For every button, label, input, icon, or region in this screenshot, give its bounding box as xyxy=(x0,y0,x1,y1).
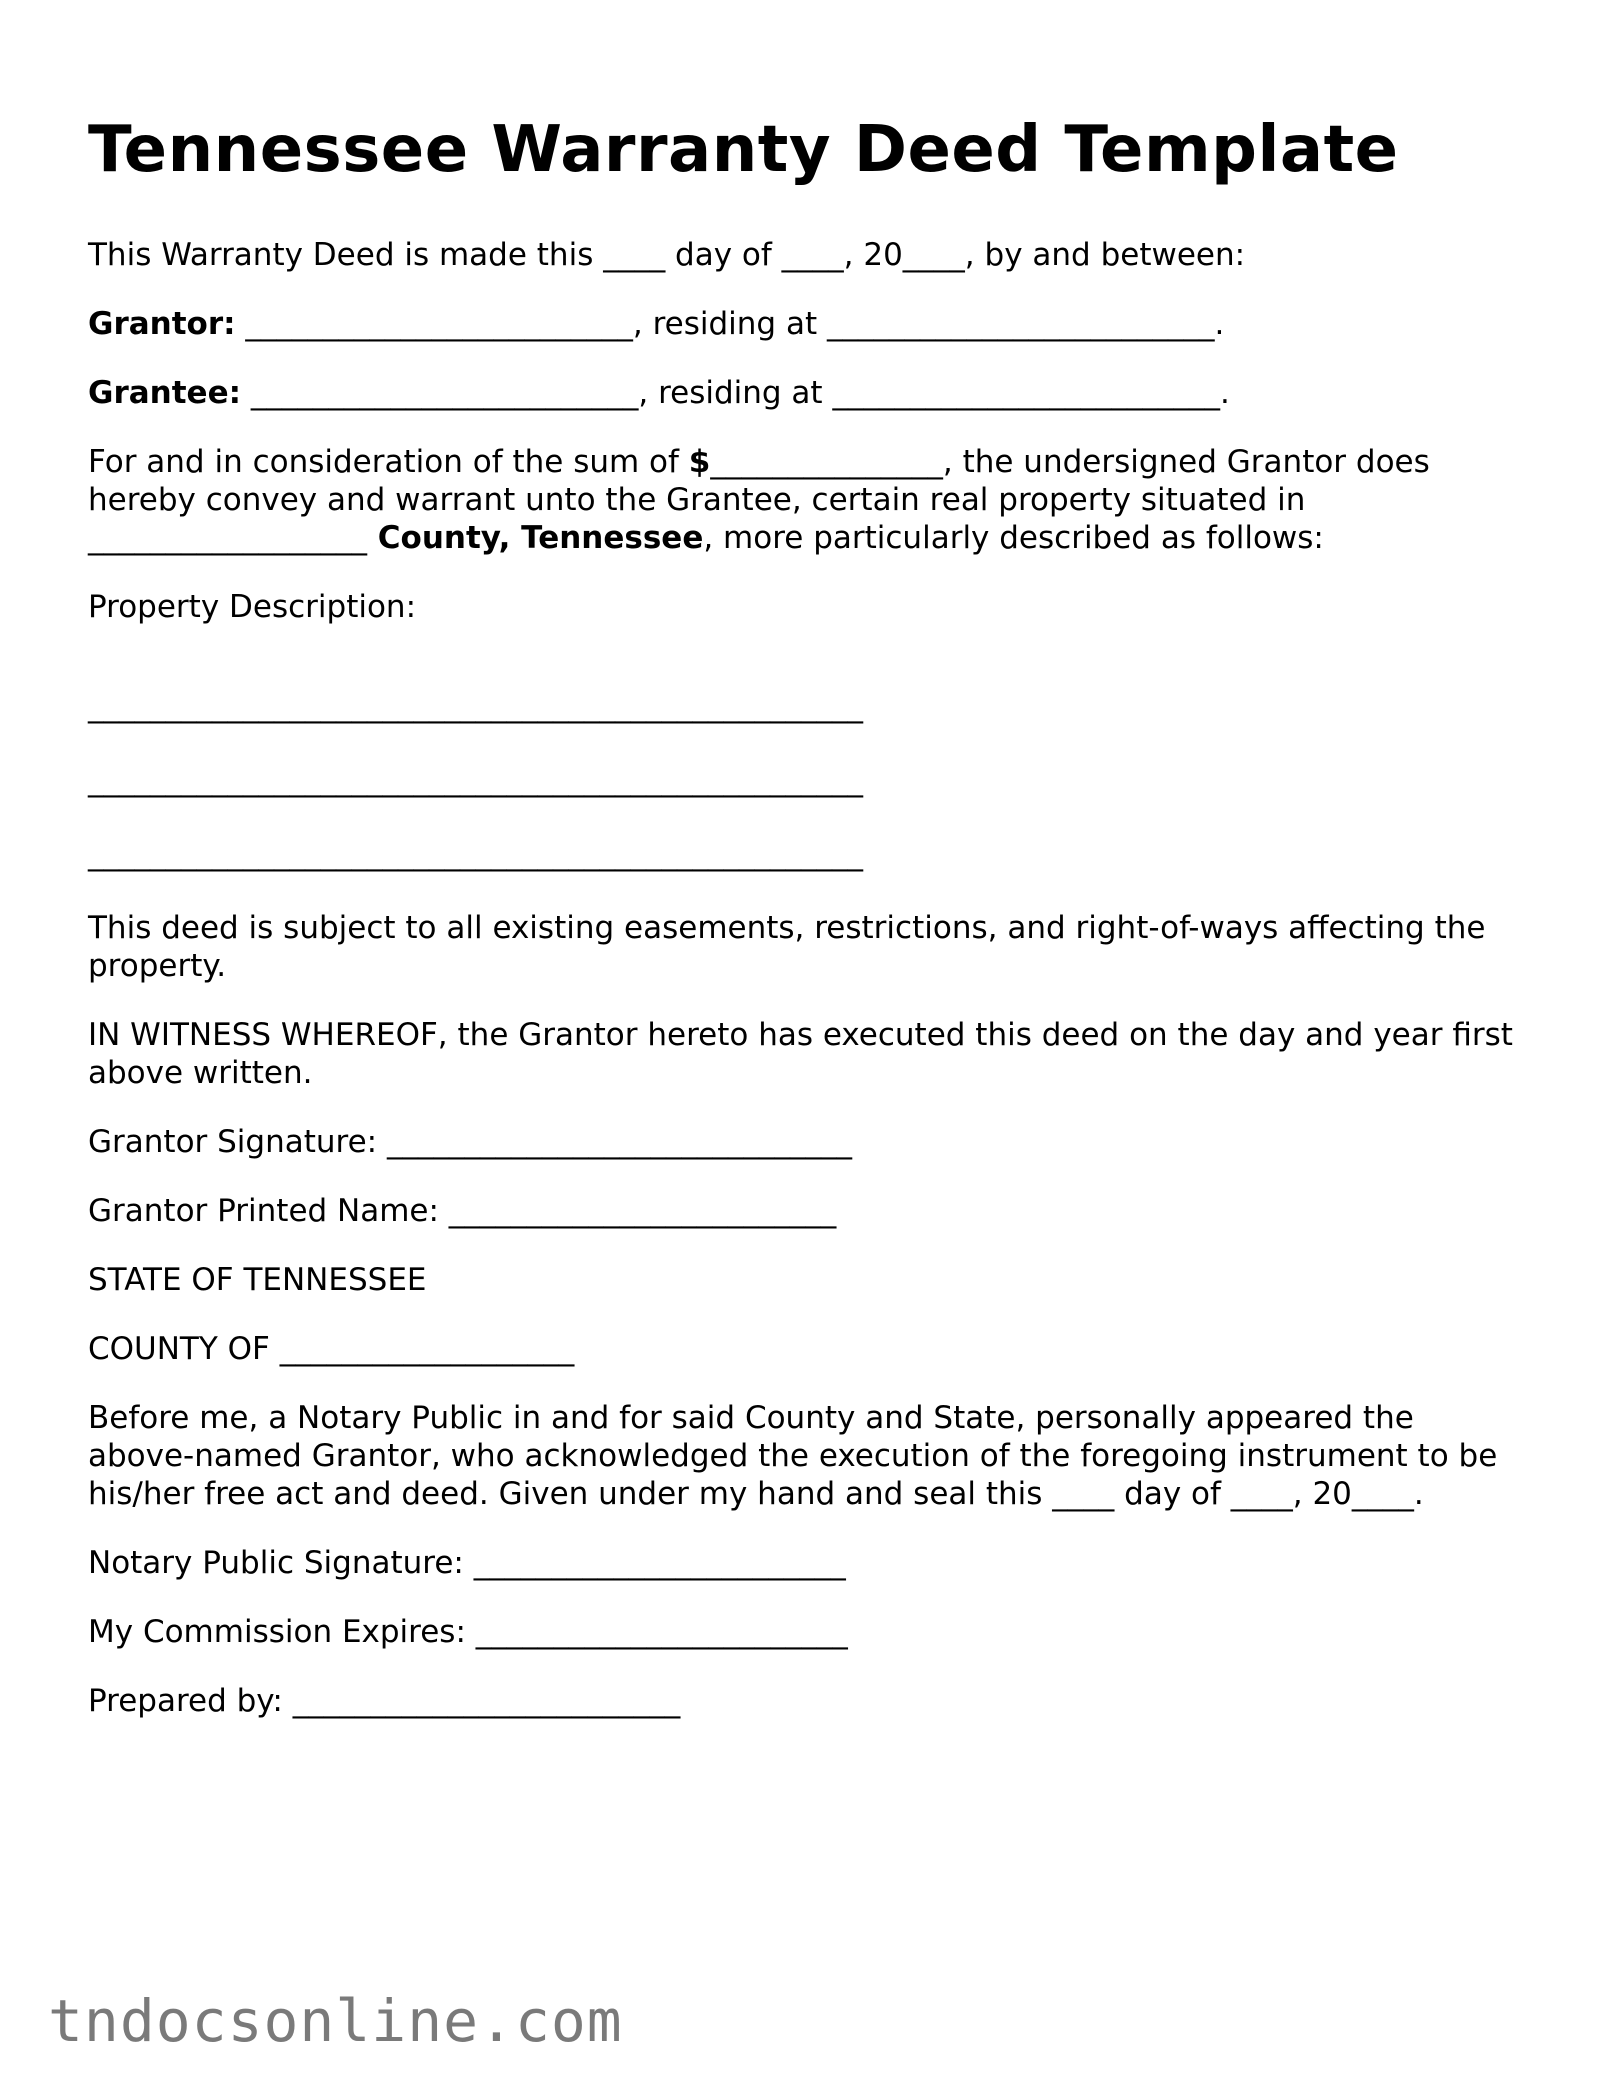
commission-expires-line: My Commission Expires: ________________________ xyxy=(88,1614,848,1650)
grantor-printed-name-line: Grantor Printed Name: _________________________ xyxy=(88,1193,837,1229)
consideration-text-1: For and in consideration of the sum of xyxy=(88,444,689,480)
intro-paragraph: This Warranty Deed is made this ____ day of ____, 20____, by and between: xyxy=(88,237,1246,273)
document-page xyxy=(88,108,1528,1751)
footer-watermark: tndocsonline.com xyxy=(48,1987,623,2055)
grantor-residing-text: , residing at xyxy=(632,306,827,342)
property-spacer xyxy=(88,657,1528,687)
subject-clause: This deed is subject to all existing easements, restrictions, and right-of-ways affecting the property. xyxy=(88,910,1486,984)
grantor-name-blank: _________________________ xyxy=(245,306,633,342)
consideration-text-2: , the undersigned Grantor does hereby convey and warrant unto the Grantee, certain real property situated in xyxy=(88,444,1430,518)
grantee-line xyxy=(88,374,1528,412)
grantor-line xyxy=(88,305,1528,343)
state-line: STATE OF TENNESSEE xyxy=(88,1262,427,1298)
grantor-label: Grantor: xyxy=(88,306,236,342)
consideration-text-3: , more particularly described as follows: xyxy=(703,520,1324,556)
grantee-line-end: . xyxy=(1219,375,1230,411)
property-description-line-2: __________________________________________________ xyxy=(88,762,863,798)
document-title: Tennessee Warranty Deed Template xyxy=(88,113,1399,187)
amount-blank: _______________ xyxy=(710,444,943,480)
grantor-signature-line: Grantor Signature: ______________________________ xyxy=(88,1124,852,1160)
county-tennessee-label: County, Tennessee xyxy=(367,520,704,556)
county-line: COUNTY OF ___________________ xyxy=(88,1331,575,1367)
grantee-label: Grantee: xyxy=(88,375,241,411)
property-description-line-3: __________________________________________________ xyxy=(88,836,863,872)
grantee-address-blank: _________________________ xyxy=(832,375,1220,411)
dollar-sign: $ xyxy=(688,444,711,480)
notary-signature-line: Notary Public Signature: ________________________ xyxy=(88,1545,846,1581)
notary-clause: Before me, a Notary Public in and for said County and State, personally appeared the above-named Grantor, who acknowledged the execution of the foregoing instrument to be his/her free act and deed. Given under my hand and seal this ____ day of ____, 20____. xyxy=(88,1400,1498,1512)
grantee-residing-text: , residing at xyxy=(638,375,833,411)
witness-clause: IN WITNESS WHEREOF, the Grantor hereto has executed this deed on the day and year first above written. xyxy=(88,1017,1513,1091)
grantor-address-blank: _________________________ xyxy=(826,306,1215,342)
consideration-paragraph xyxy=(88,443,1528,557)
property-description-label: Property Description: xyxy=(88,589,417,625)
grantor-line-end: . xyxy=(1214,306,1225,342)
county-blank: __________________ xyxy=(88,520,367,556)
grantee-name-blank: _________________________ xyxy=(250,375,639,411)
prepared-by-line: Prepared by: _________________________ xyxy=(88,1683,681,1719)
property-description-line-1: __________________________________________________ xyxy=(88,688,863,724)
